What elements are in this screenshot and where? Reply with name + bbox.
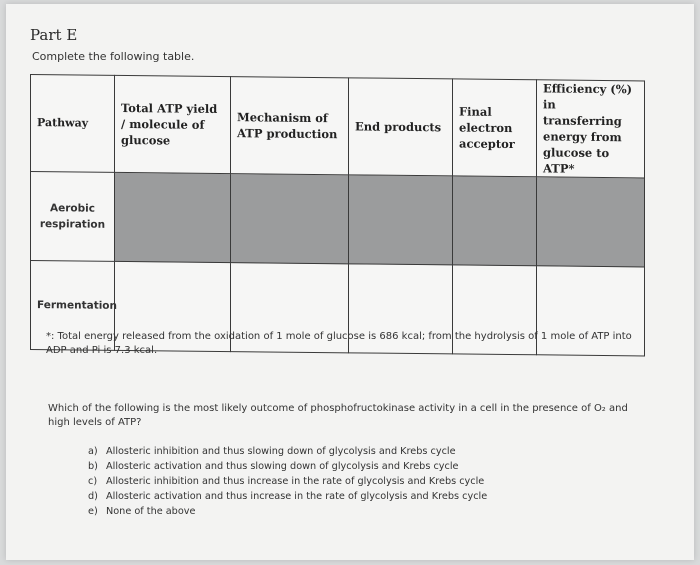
table-instruction: Complete the following table. [32,50,195,63]
cell-aerobic-mechanism[interactable] [231,174,349,264]
option-d[interactable] [88,489,487,504]
table-row [31,172,645,267]
header-pathway: Pathway [31,75,115,173]
option-text: Allosteric inhibition and thus slowing down of glycolysis and Krebs cycle [106,446,456,457]
option-letter: a) [88,446,98,457]
cell-aerobic-efficiency[interactable] [537,177,645,267]
option-a[interactable] [88,444,487,459]
worksheet-page [6,4,694,560]
cell-aerobic-end-products[interactable] [349,175,453,265]
option-text: Allosteric activation and thus slowing down of glycolysis and Krebs cycle [106,461,459,472]
option-b[interactable] [88,459,487,474]
option-letter: e) [88,506,98,517]
table-footnote: *: Total energy released from the oxidation of 1 mole of glucose is 686 kcal; from the hydrolysis of 1 mole of ATP into ADP and Pi is 7.3 kcal. [46,331,632,356]
row-label-fermentation: Fermentation [31,261,115,351]
answer-options [88,444,487,519]
part-title: Part E [30,26,78,44]
cell-aerobic-atp-yield[interactable] [115,172,231,262]
cell-aerobic-electron-acceptor[interactable] [453,176,537,266]
header-final-electron-acceptor: Final electron acceptor [453,79,537,177]
table-header-row [31,75,645,178]
option-letter: d) [88,491,98,502]
comparison-table [30,74,645,356]
option-text: None of the above [106,506,196,517]
question-text: Which of the following is the most likely outcome of phosphofructokinase activity in a cell in the presence of O₂ and high levels of ATP? [48,403,628,428]
header-end-products: End products [349,78,453,176]
header-total-atp-yield: Total ATP yield / molecule of glucose [115,75,231,173]
option-e[interactable] [88,504,487,519]
option-letter: b) [88,461,98,472]
header-mechanism: Mechanism of ATP production [231,77,349,175]
option-letter: c) [88,476,98,487]
option-text: Allosteric activation and thus increase in the rate of glycolysis and Krebs cycle [106,491,488,502]
row-label-aerobic: Aerobic respiration [31,172,115,262]
option-text: Allosteric inhibition and thus increase in the rate of glycolysis and Krebs cycle [106,476,485,487]
header-efficiency: Efficiency (%) in transferring energy from glucose to ATP* [537,80,645,178]
option-c[interactable] [88,474,487,489]
